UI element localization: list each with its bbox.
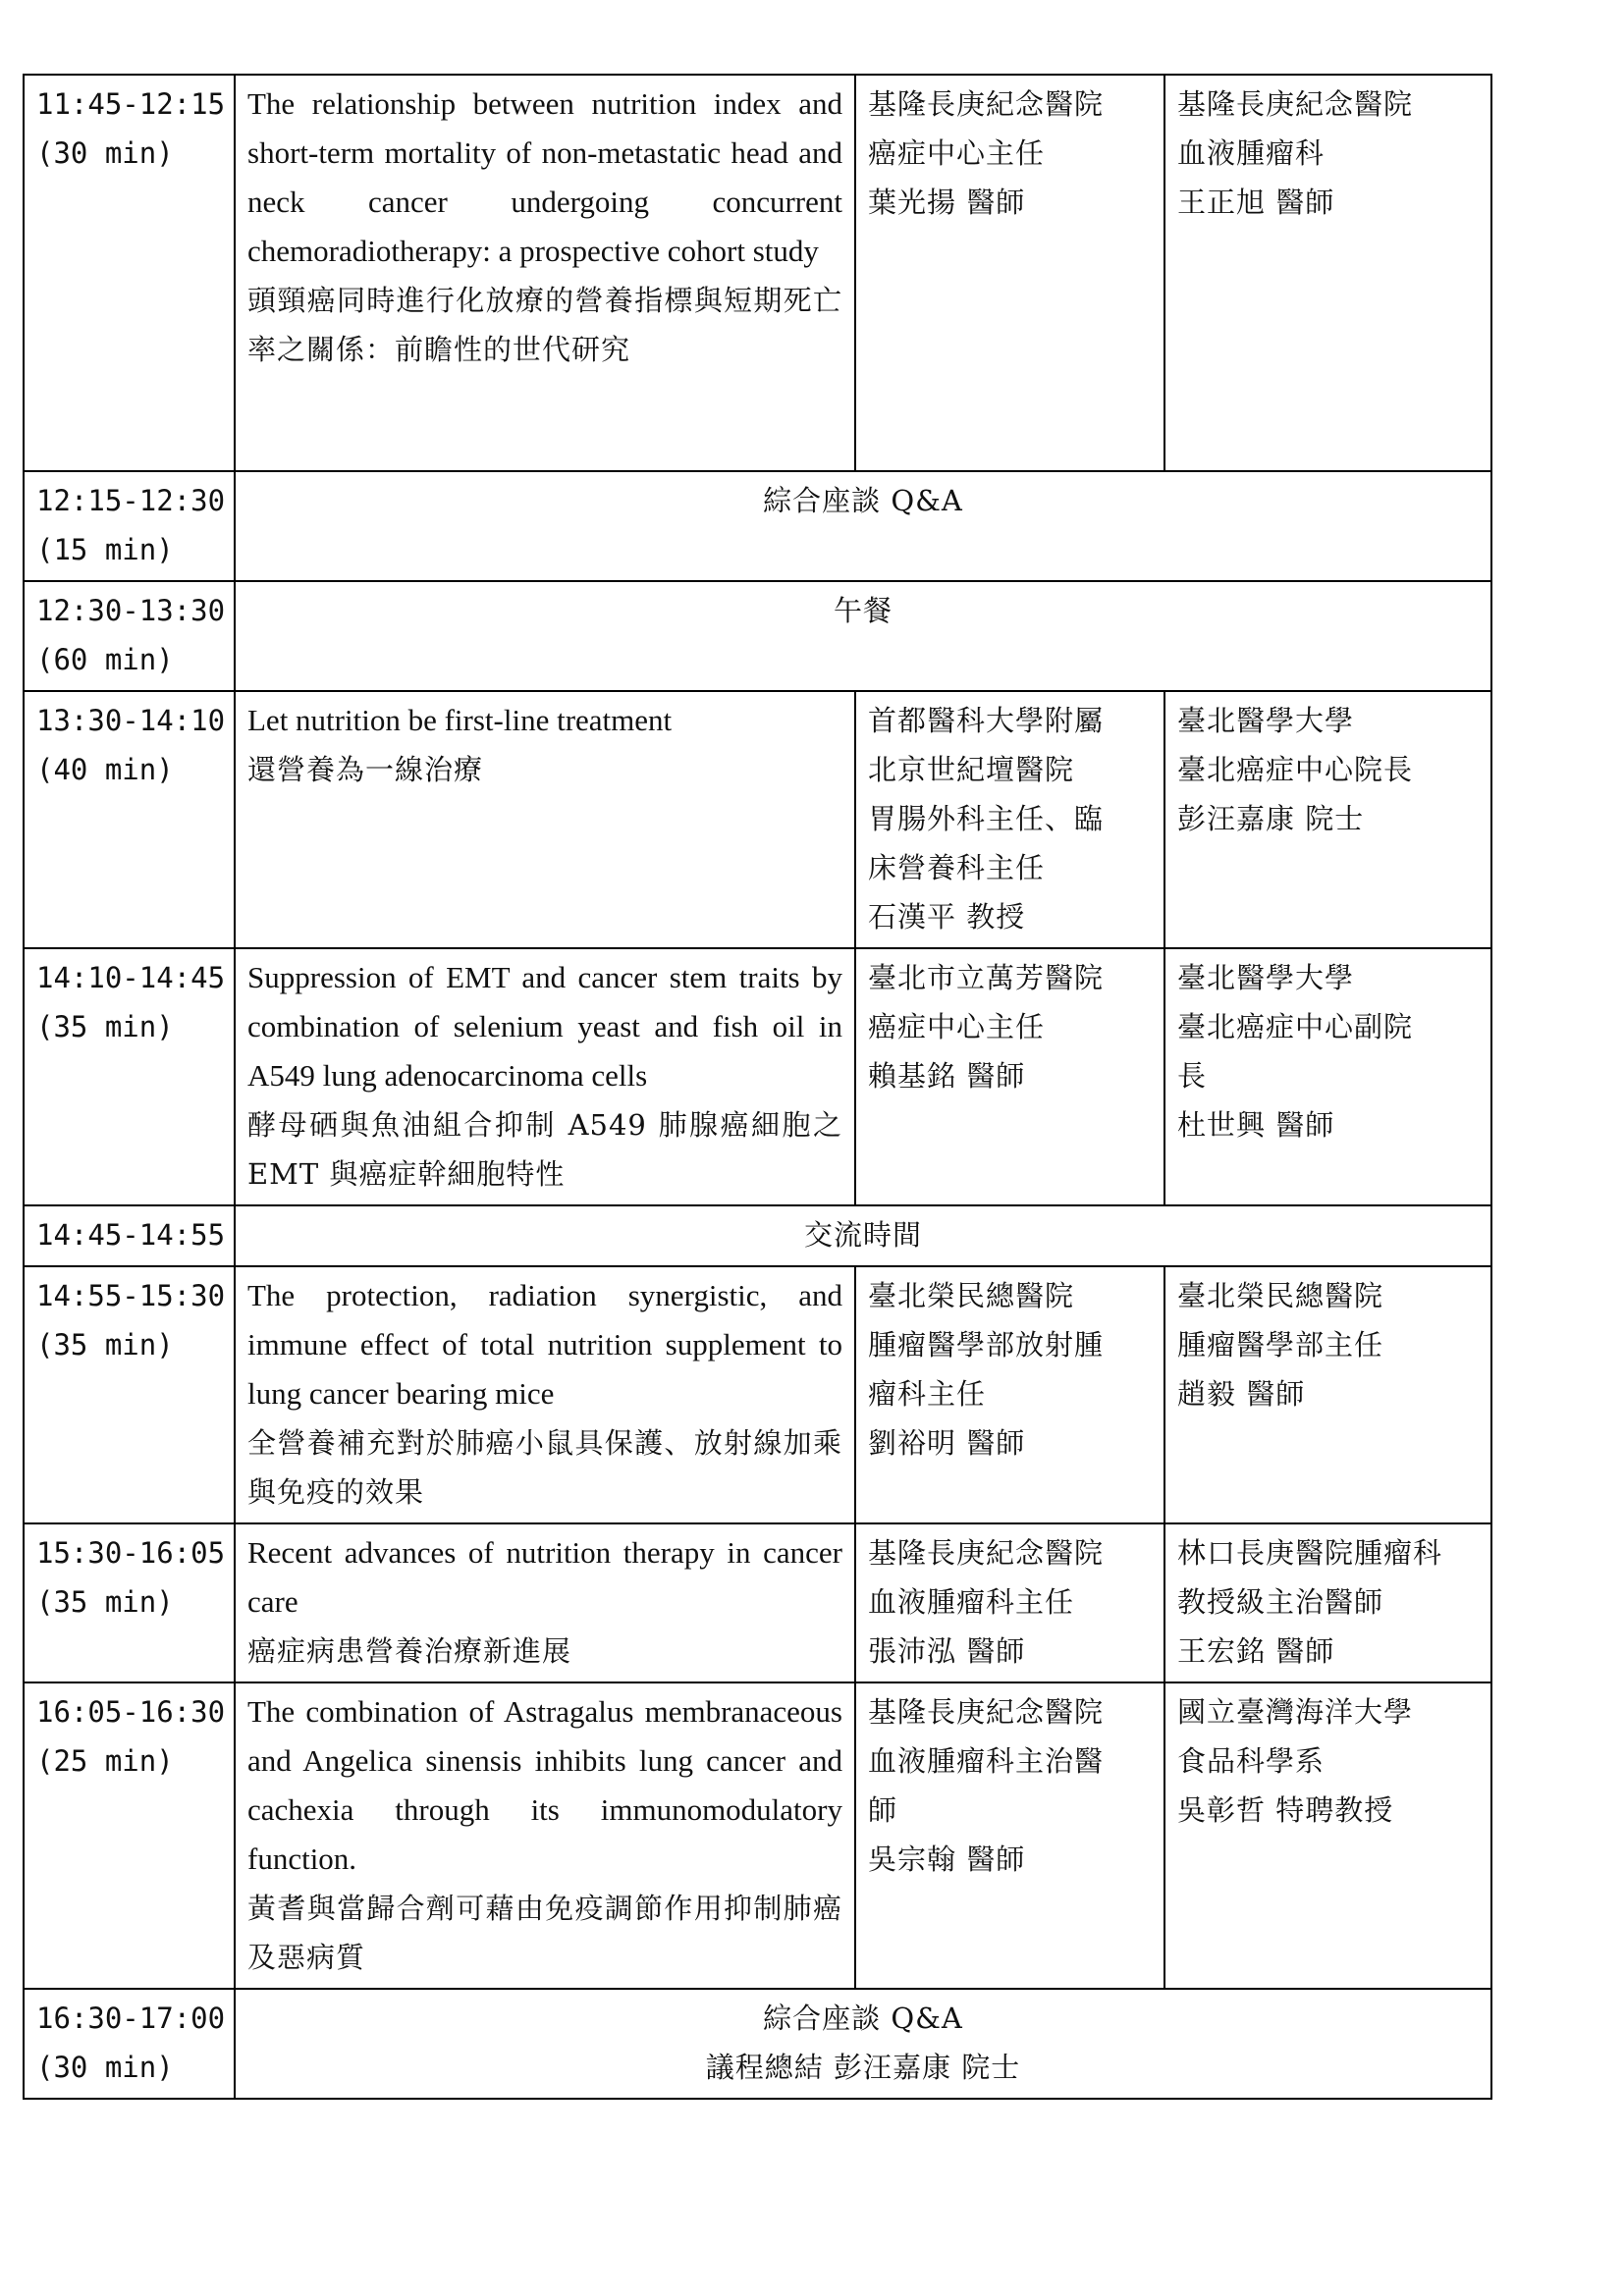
duration: (60 min) <box>36 643 174 676</box>
session-label: 午餐 <box>833 594 893 627</box>
moderator-line: 基隆長庚紀念醫院 <box>1177 87 1414 121</box>
duration: (15 min) <box>36 533 174 566</box>
speaker-line: 癌症中心主任 <box>868 1010 1046 1043</box>
speaker-cell <box>855 1266 1164 1523</box>
speaker-line: 石漢平 教授 <box>868 900 1026 934</box>
speaker-line: 癌症中心主任 <box>868 136 1046 170</box>
speaker-line: 基隆長庚紀念醫院 <box>868 87 1105 121</box>
agenda-row <box>24 1523 1491 1682</box>
time-cell <box>24 691 235 948</box>
moderator-cell <box>1164 1523 1491 1682</box>
time-cell <box>24 948 235 1205</box>
speaker-line: 首都醫科大學附屬 <box>868 704 1105 737</box>
moderator-line: 食品科學系 <box>1177 1744 1326 1778</box>
topic-english: Let nutrition be first-line treatment <box>247 703 673 737</box>
time-range: 14:55-15:30 <box>36 1279 226 1312</box>
speaker-line: 北京世紀壇醫院 <box>868 753 1075 786</box>
topic-cell <box>235 1266 855 1523</box>
topic-cell <box>235 948 855 1205</box>
speaker-line: 基隆長庚紀念醫院 <box>868 1695 1105 1729</box>
speaker-line: 賴基銘 醫師 <box>868 1059 1026 1093</box>
speaker-line: 胃腸外科主任、臨 <box>868 802 1105 835</box>
topic-english: Recent advances of nutrition therapy in cancer care <box>247 1535 842 1619</box>
speaker-cell <box>855 948 1164 1205</box>
moderator-cell <box>1164 75 1491 471</box>
time-range: 16:05-16:30 <box>36 1695 226 1729</box>
time-range: 12:15-12:30 <box>36 484 226 517</box>
moderator-line: 臺北醫學大學 <box>1177 961 1355 994</box>
time-cell <box>24 471 235 581</box>
time-cell <box>24 75 235 471</box>
duration: (30 min) <box>36 136 174 170</box>
agenda-row <box>24 1682 1491 1989</box>
moderator-line: 趙毅 醫師 <box>1177 1377 1306 1411</box>
speaker-line: 葉光揚 醫師 <box>868 186 1026 219</box>
moderator-line: 林口長庚醫院腫瘤科 <box>1177 1536 1443 1570</box>
speaker-line: 血液腫瘤科主任 <box>868 1585 1075 1619</box>
moderator-line: 臺北癌症中心副院 <box>1177 1010 1414 1043</box>
agenda-row <box>24 471 1491 581</box>
topic-chinese: 頭頸癌同時進行化放療的營養指標與短期死亡率之關係：前瞻性的世代研究 <box>247 284 842 366</box>
moderator-cell <box>1164 948 1491 1205</box>
topic-english: The protection, radiation synergistic, and immune effect of total nutrition supplement to lung cancer bearing mice <box>247 1278 842 1411</box>
agenda-table <box>23 74 1492 2100</box>
duration: (30 min) <box>36 2051 174 2084</box>
duration: (35 min) <box>36 1585 174 1619</box>
duration: (35 min) <box>36 1328 174 1362</box>
speaker-line: 腫瘤醫學部放射腫 <box>868 1328 1105 1362</box>
time-range: 16:30-17:00 <box>36 2002 226 2035</box>
topic-chinese: 還營養為一線治療 <box>247 753 484 786</box>
speaker-line: 基隆長庚紀念醫院 <box>868 1536 1105 1570</box>
agenda-row <box>24 691 1491 948</box>
moderator-line: 長 <box>1177 1059 1208 1093</box>
moderator-line: 教授級主治醫師 <box>1177 1585 1384 1619</box>
moderator-line: 彭汪嘉康 院士 <box>1177 802 1365 835</box>
agenda-row <box>24 1266 1491 1523</box>
topic-english: Suppression of EMT and cancer stem traits by combination of selenium yeast and fish oil in A549 lung adenocarcinoma cells <box>247 960 842 1093</box>
moderator-line: 王宏銘 醫師 <box>1177 1634 1335 1668</box>
merged-session-cell <box>235 471 1491 581</box>
time-cell <box>24 581 235 691</box>
speaker-line: 張沛泓 醫師 <box>868 1634 1026 1668</box>
time-range: 15:30-16:05 <box>36 1536 226 1570</box>
moderator-line: 腫瘤醫學部主任 <box>1177 1328 1384 1362</box>
moderator-line: 臺北癌症中心院長 <box>1177 753 1414 786</box>
duration: (40 min) <box>36 753 174 786</box>
moderator-line: 血液腫瘤科 <box>1177 136 1326 170</box>
moderator-line: 臺北榮民總醫院 <box>1177 1279 1384 1312</box>
speaker-line: 臺北市立萬芳醫院 <box>868 961 1105 994</box>
topic-english: The relationship between nutrition index and short-term mortality of non-metastatic head and neck cancer undergoing concurrent chemoradiotherapy: a prospective cohort study <box>247 86 842 268</box>
moderator-line: 王正旭 醫師 <box>1177 186 1335 219</box>
time-cell <box>24 1523 235 1682</box>
speaker-cell <box>855 75 1164 471</box>
session-label: 交流時間 <box>803 1218 922 1252</box>
speaker-cell <box>855 691 1164 948</box>
merged-session-cell <box>235 1989 1491 2099</box>
moderator-cell <box>1164 691 1491 948</box>
time-cell <box>24 1682 235 1989</box>
moderator-line: 國立臺灣海洋大學 <box>1177 1695 1414 1729</box>
speaker-cell <box>855 1523 1164 1682</box>
speaker-line: 臺北榮民總醫院 <box>868 1279 1075 1312</box>
moderator-line: 臺北醫學大學 <box>1177 704 1355 737</box>
moderator-cell <box>1164 1266 1491 1523</box>
speaker-line: 床營養科主任 <box>868 851 1046 884</box>
merged-session-cell <box>235 1205 1491 1266</box>
agenda-row <box>24 948 1491 1205</box>
speaker-line: 血液腫瘤科主治醫 <box>868 1744 1105 1778</box>
speaker-line: 師 <box>868 1793 898 1827</box>
speaker-cell <box>855 1682 1164 1989</box>
agenda-row <box>24 1989 1491 2099</box>
time-range: 12:30-13:30 <box>36 594 226 627</box>
topic-chinese: 全營養補充對於肺癌小鼠具保護、放射線加乘與免疫的效果 <box>247 1426 842 1509</box>
session-summary: 議程總結 彭汪嘉康 院士 <box>705 2051 1021 2084</box>
time-cell <box>24 1266 235 1523</box>
topic-chinese: 癌症病患營養治療新進展 <box>247 1634 572 1668</box>
moderator-line: 杜世興 醫師 <box>1177 1108 1335 1142</box>
agenda-row <box>24 1205 1491 1266</box>
time-range: 11:45-12:15 <box>36 87 226 121</box>
topic-cell <box>235 1682 855 1989</box>
session-label: 綜合座談 Q&A <box>763 2002 963 2035</box>
time-range: 14:10-14:45 <box>36 961 226 994</box>
topic-chinese: 黃耆與當歸合劑可藉由免疫調節作用抑制肺癌及惡病質 <box>247 1892 842 1974</box>
duration: (25 min) <box>36 1744 174 1778</box>
moderator-cell <box>1164 1682 1491 1989</box>
topic-cell <box>235 75 855 471</box>
time-cell <box>24 1205 235 1266</box>
agenda-row <box>24 581 1491 691</box>
duration: (35 min) <box>36 1010 174 1043</box>
speaker-line: 劉裕明 醫師 <box>868 1426 1026 1460</box>
merged-session-cell <box>235 581 1491 691</box>
speaker-line: 瘤科主任 <box>868 1377 987 1411</box>
topic-english: The combination of Astragalus membranaceous and Angelica sinensis inhibits lung cancer and cachexia through its immunomodulatory function. <box>247 1694 842 1876</box>
session-label: 綜合座談 Q&A <box>763 484 963 517</box>
agenda-row <box>24 75 1491 471</box>
moderator-line: 吳彰哲 特聘教授 <box>1177 1793 1394 1827</box>
time-cell <box>24 1989 235 2099</box>
time-range: 14:45-14:55 <box>36 1218 226 1252</box>
time-range: 13:30-14:10 <box>36 704 226 737</box>
topic-cell <box>235 691 855 948</box>
topic-chinese: 酵母硒與魚油組合抑制 A549 肺腺癌細胞之 EMT 與癌症幹細胞特性 <box>247 1108 842 1191</box>
speaker-line: 吳宗翰 醫師 <box>868 1842 1026 1876</box>
topic-cell <box>235 1523 855 1682</box>
